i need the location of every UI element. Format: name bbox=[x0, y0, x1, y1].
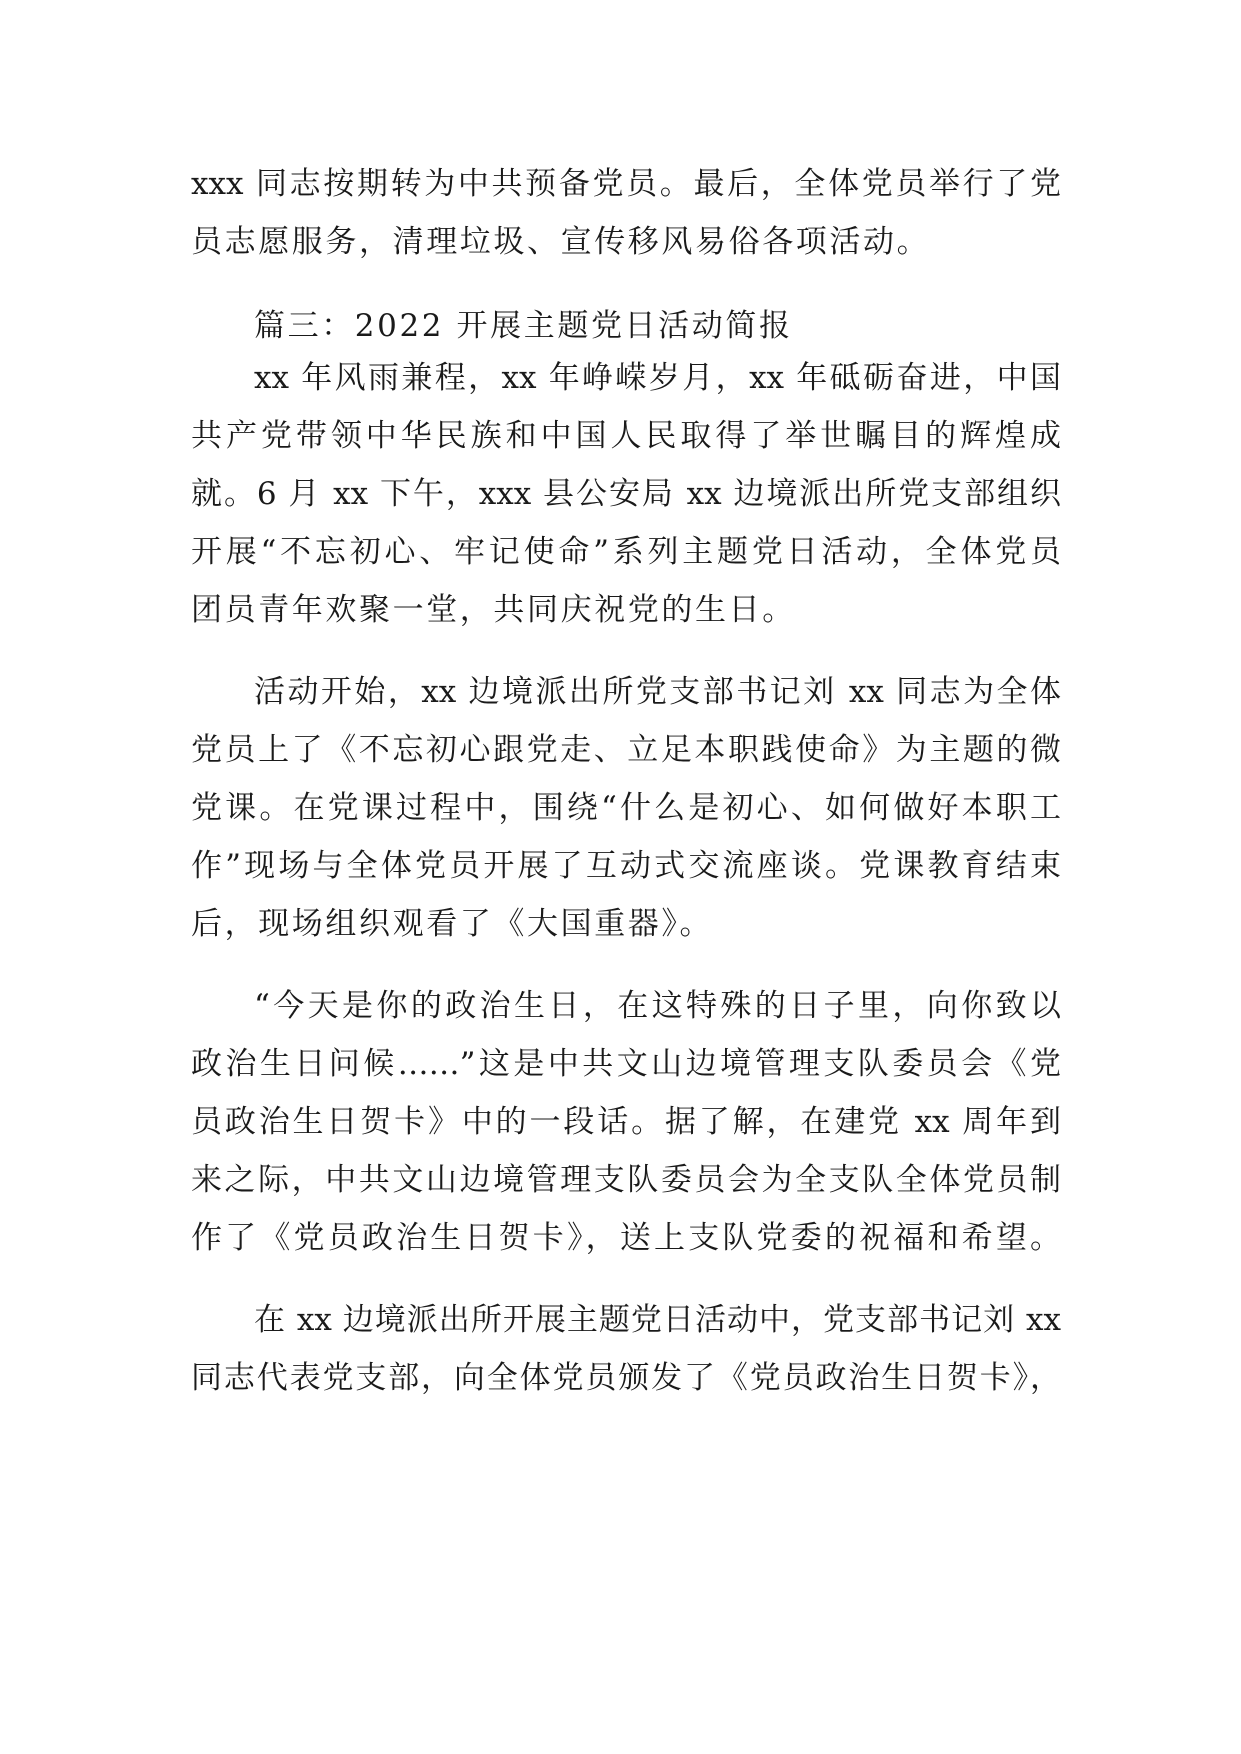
paragraph-line: 党员上了《不忘初心跟党走、立足本职践使命》为主题的微 bbox=[191, 732, 1061, 768]
paragraph-line: “今天是你的政治生日，在这特殊的日子里，向你致以 bbox=[254, 988, 1061, 1024]
paragraph-line: 开展“不忘初心、牢记使命”系列主题党日活动，全体党员 bbox=[191, 534, 1061, 570]
section-heading: 篇三：2022 开展主题党日活动简报 bbox=[254, 308, 793, 344]
paragraph-line: 作”现场与全体党员开展了互动式交流座谈。党课教育结束 bbox=[191, 848, 1061, 884]
paragraph-line: xxx 同志按期转为中共预备党员。最后，全体党员举行了党 bbox=[191, 166, 1061, 202]
paragraph-line: 党课。在党课过程中，围绕“什么是初心、如何做好本职工 bbox=[191, 790, 1061, 826]
paragraph-line: 来之际，中共文山边境管理支队委员会为全支队全体党员制 bbox=[191, 1162, 1061, 1198]
paragraph-line: 团员青年欢聚一堂，共同庆祝党的生日。 bbox=[191, 592, 796, 628]
paragraph-line: 政治生日问候……”这是中共文山边境管理支队委员会《党 bbox=[191, 1046, 1061, 1082]
paragraph-line: 员志愿服务，清理垃圾、宣传移风易俗各项活动。 bbox=[191, 224, 931, 260]
paragraph-line: 活动开始，xx 边境派出所党支部书记刘 xx 同志为全体 bbox=[254, 674, 1061, 710]
paragraph-line: 在 xx 边境派出所开展主题党日活动中，党支部书记刘 xx bbox=[254, 1302, 1061, 1338]
paragraph-line: 共产党带领中华民族和中国人民取得了举世瞩目的辉煌成 bbox=[191, 418, 1061, 454]
paragraph-line: xx 年风雨兼程，xx 年峥嵘岁月，xx 年砥砺奋进，中国 bbox=[254, 360, 1061, 396]
paragraph-line: 同志代表党支部，向全体党员颁发了《党员政治生日贺卡》， bbox=[191, 1360, 1061, 1396]
paragraph-line: 作了《党员政治生日贺卡》，送上支队党委的祝福和希望。 bbox=[191, 1220, 1061, 1256]
paragraph-line: 员政治生日贺卡》中的一段话。据了解，在建党 xx 周年到 bbox=[191, 1104, 1061, 1140]
paragraph-line: 后，现场组织观看了《大国重器》。 bbox=[191, 906, 714, 942]
paragraph-line: 就。6 月 xx 下午，xxx 县公安局 xx 边境派出所党支部组织 bbox=[191, 476, 1061, 512]
